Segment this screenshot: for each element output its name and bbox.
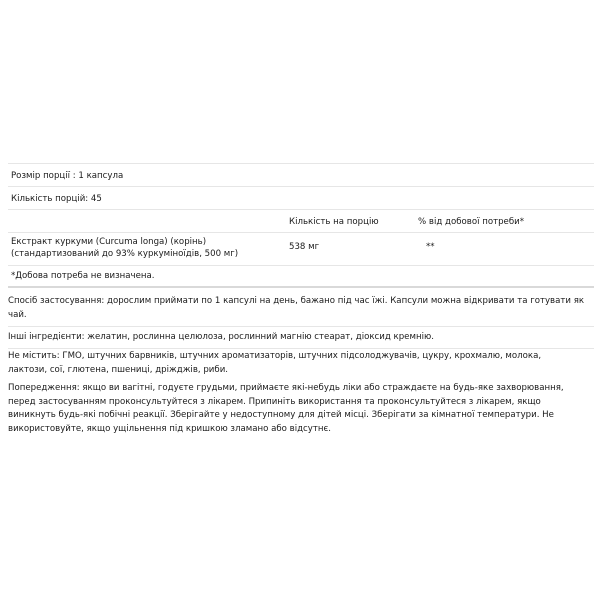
daily-value-header: % від добової потреби* [418, 217, 525, 227]
usage-line: чай. [8, 309, 27, 320]
ingredient-row [8, 233, 594, 266]
usage-directions [8, 295, 594, 322]
free-from-line: Не містить: ГМО, штучних барвників, штучних ароматизаторів, штучних підсолоджувачів, цукру, крохмалю, молока, [8, 351, 542, 361]
divider [8, 326, 594, 327]
facts-header-row [8, 210, 594, 233]
free-from-line: лактози, сої, глютена, пшениці, дріжджів, риби. [8, 364, 229, 375]
free-from-statement [8, 350, 594, 377]
warning-line: використовуйте, якщо ущільнення під кришкою зламано або відсутнє. [8, 423, 331, 434]
ingredient-name-line: Екстракт куркуми (Curcuma longa) (корінь) [11, 237, 207, 247]
warning-line: перед застосуванням проконсультуйтеся з лікарем. Припиніть використання та проконсультуйтеся з лікарем, якщо [8, 396, 541, 407]
usage-line: Спосіб застосування: дорослим приймати по 1 капсулі на день, бажано під час їжі. Капсули можна відкривати та готувати як [8, 296, 585, 306]
amount-per-serving-header: Кількість на порцію [289, 217, 379, 227]
other-ingredients [8, 331, 594, 349]
servings-per-container-text: Кількість порцій: 45 [11, 194, 102, 204]
servings-per-container-row [8, 187, 594, 210]
ingredient-standardization-line: (стандартизований до 93% куркуміноїдів, 500 мг) [11, 248, 239, 259]
warning-line: виникнуть будь-які побічні реакції. Зберігайте у недоступному для дітей місці. Зберігати за кімнатної температури. Не [8, 410, 554, 420]
ingredient-amount: 538 мг [289, 242, 320, 252]
supplement-facts-panel [8, 163, 594, 288]
daily-value-footnote-row [8, 266, 594, 288]
other-ingredients-text: Інші інгредієнти: желатин, рослинна целюлоза, рослинний магнію стеарат, діоксид кремнію. [8, 332, 434, 342]
ingredient-daily-value: ** [426, 242, 435, 252]
serving-size-row [8, 163, 594, 187]
serving-size-text: Розмір порції : 1 капсула [11, 171, 124, 181]
daily-value-footnote: *Добова потреба не визначена. [11, 271, 155, 281]
warning-line: Попередження: якщо ви вагітні, годуєте грудьми, приймаєте які-небудь ліки або страждаєте на будь-яке захворювання, [8, 383, 564, 393]
ingredient-name [11, 237, 238, 260]
warnings [8, 382, 594, 436]
